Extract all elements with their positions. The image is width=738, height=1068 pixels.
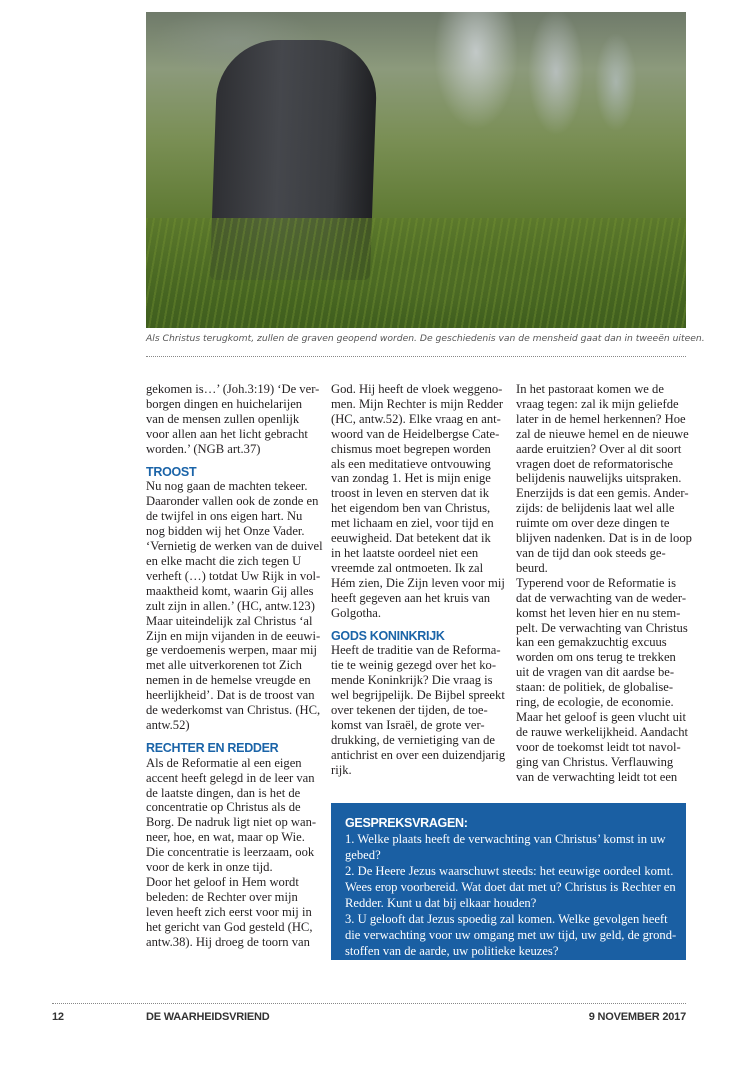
paragraph bbox=[331, 382, 503, 621]
text-line: accent heeft gelegd in de leer van bbox=[146, 770, 315, 785]
text-line: in het laatste oordeel niet een bbox=[331, 545, 479, 560]
text-line: heerlijkheid’. Dat is de troost van bbox=[146, 688, 315, 703]
text-line: God. Hij heeft de vloek weggeno- bbox=[331, 382, 503, 396]
text-line: Golgotha. bbox=[331, 605, 382, 620]
section-heading: TROOST bbox=[146, 464, 197, 479]
text-line: later in de hemel herkennen? Hoe bbox=[516, 411, 686, 426]
text-line: drukking, de vernietiging van de bbox=[331, 732, 496, 747]
text-line: het eigendom ben van Christus, bbox=[331, 501, 491, 516]
publication-name: DE WAARHEIDSVRIEND bbox=[146, 1011, 270, 1023]
text-line: zijds: de belijdenis laat wel alle bbox=[516, 501, 675, 516]
text-line: Borg. De nadruk ligt niet op wan- bbox=[146, 815, 317, 830]
text-line: vraag tegen: zal ik mijn geliefde bbox=[516, 396, 679, 411]
text-line: dat de verwachting van de weder- bbox=[516, 590, 687, 605]
text-line: Maar uiteindelijk zal Christus ‘al bbox=[146, 613, 313, 628]
text-line: uit de vragen van dit aardse be- bbox=[516, 665, 675, 680]
text-line: neer, hoe, en wat, maar op Wie. bbox=[146, 830, 305, 845]
text-line: komst het leven hier en nu stem- bbox=[516, 605, 681, 620]
question-line: Wees erop voorbereid. Wat doet dat met u? Christus is Rechter en bbox=[345, 880, 676, 894]
text-line: nemen in de hemelse vreugde en bbox=[146, 673, 311, 688]
text-line: belijdenis nauwelijks uitspraken. bbox=[516, 471, 682, 486]
text-line: ruimte om over deze dingen te bbox=[516, 516, 670, 531]
text-line: worden.’ (NGB art.37) bbox=[146, 441, 261, 456]
text-line: van de tijd dan ook steeds ge- bbox=[516, 545, 666, 560]
question-line: gebed? bbox=[345, 848, 381, 862]
text-line: van zondag 1. Het is mijn enige bbox=[331, 471, 491, 486]
text-line: woord van de Heidelbergse Cate- bbox=[331, 426, 500, 441]
text-line: nog bidden wij het Onze Vader. bbox=[146, 524, 305, 539]
text-line: ge verdoemenis werpen, maar mij bbox=[146, 643, 317, 658]
text-line: voor de kerk in onze tijd. bbox=[146, 860, 273, 875]
text-line: het gericht van God gesteld (HC, bbox=[146, 919, 313, 934]
text-line: (HC, antw.52). Elke vraag en ant- bbox=[331, 411, 501, 426]
text-line: van de mensen zullen openlijk bbox=[146, 411, 300, 426]
text-line: wel begrijpelijk. De Bijbel spreekt bbox=[331, 688, 505, 703]
text-line: en elke macht die zich tegen U bbox=[146, 553, 302, 568]
text-line: met alle uitverkorenen tot Zich bbox=[146, 658, 302, 673]
text-line: In het pastoraat komen we de bbox=[516, 382, 664, 396]
text-line: ring, de ecologie, de economie. bbox=[516, 695, 674, 710]
text-line: Die concentratie is leerzaam, ook bbox=[146, 845, 315, 860]
text-line: Zijn en mijn vijanden in de eeuwi- bbox=[146, 628, 321, 643]
text-line: de twijfel in ons eigen hart. Nu bbox=[146, 509, 303, 524]
photo-caption: Als Christus terugkomt, zullen de graven geopend worden. De geschiedenis van de mensheid gaat dan in tweeën uiteen. bbox=[146, 333, 705, 344]
question-line: stoffen van de aarde, uw politieke keuzes? bbox=[345, 944, 559, 958]
text-line: chismus moet begrepen worden bbox=[331, 441, 491, 456]
text-line: over tekenen der tijden, de toe- bbox=[331, 703, 488, 718]
issue-date: 9 NOVEMBER 2017 bbox=[588, 1011, 686, 1023]
paragraph bbox=[331, 643, 506, 777]
paragraph-gap bbox=[146, 733, 318, 741]
paragraph-gap bbox=[331, 621, 503, 629]
text-line: antw.38). Hij droeg de toorn van bbox=[146, 934, 310, 949]
text-line: van de verwachting leidt tot een bbox=[516, 769, 678, 784]
text-line: tie te weinig gezegd over het ko- bbox=[331, 658, 497, 673]
text-line: ging van Christus. Verflauwing bbox=[516, 754, 674, 769]
text-line: als een meditatieve ontvouwing bbox=[331, 456, 491, 471]
text-line: Daaronder vallen ook de zonde en bbox=[146, 494, 319, 509]
text-line: concentratie op Christus als de bbox=[146, 800, 301, 815]
text-line: met lichaam en ziel, voor tijd en bbox=[331, 516, 494, 531]
question-line: Redder. Kunt u dat bij elkaar houden? bbox=[345, 896, 537, 910]
text-line: heeft gegeven aan het kruis van bbox=[331, 590, 491, 605]
text-line: blijven nadenken. Dat is in de loop bbox=[516, 531, 692, 546]
text-line: zult zijn in allen.’ (HC, antw.123) bbox=[146, 598, 315, 613]
text-line: men. Mijn Rechter is mijn Redder bbox=[331, 396, 504, 411]
article-column-3 bbox=[516, 382, 692, 784]
text-line: Hém zien, Die Zijn leven voor mij bbox=[331, 575, 505, 590]
text-line: Typerend voor de Reformatie is bbox=[516, 575, 676, 590]
text-line: beleden: de Rechter over mijn bbox=[146, 889, 298, 904]
questions-title: GESPREKSVRAGEN: bbox=[345, 816, 468, 830]
text-line: Als de Reformatie al een eigen bbox=[146, 755, 302, 770]
discussion-questions-box bbox=[331, 803, 686, 960]
text-line: ‘Vernietig de werken van de duivel bbox=[146, 539, 323, 554]
text-line: pelt. De verwachting van Christus bbox=[516, 620, 688, 635]
text-line: verheft (…) totdat Uw Rijk in vol- bbox=[146, 568, 321, 583]
footer-divider bbox=[52, 1003, 686, 1004]
text-line: aarde eruitzien? Over al dit soort bbox=[516, 441, 682, 456]
text-line: voor de toekomst leidt tot navol- bbox=[516, 739, 681, 754]
text-line: worden om ons terug te trekken bbox=[516, 650, 676, 665]
text-line: antw.52) bbox=[146, 717, 190, 732]
cemetery-photo bbox=[146, 12, 686, 328]
text-line: leven heeft zich eerst voor mij in bbox=[146, 904, 312, 919]
text-line: voor allen aan het licht gebracht bbox=[146, 426, 308, 441]
article-column-2 bbox=[331, 382, 506, 778]
text-line: Nu nog gaan de machten tekeer. bbox=[146, 479, 308, 494]
text-line: Door het geloof in Hem wordt bbox=[146, 875, 299, 889]
text-line: Heeft de traditie van de Reforma- bbox=[331, 643, 501, 658]
paragraph bbox=[146, 479, 323, 732]
text-line: beurd. bbox=[516, 560, 548, 575]
paragraph bbox=[516, 382, 692, 784]
question-line: die verwachting voor uw omgang met uw tijd, uw geld, de grond- bbox=[345, 928, 677, 942]
text-line: zal de nieuwe hemel en de nieuwe bbox=[516, 426, 689, 441]
text-line: kan een gemakzuchtig excuus bbox=[516, 635, 667, 650]
text-line: gekomen is…’ (Joh.3:19) ‘De ver- bbox=[146, 382, 320, 396]
text-line: mende Koninkrijk? Die vraag is bbox=[331, 673, 493, 688]
text-line: maaktheid komt, waarin Gij alles bbox=[146, 583, 314, 598]
paragraph-gap bbox=[146, 457, 318, 465]
page-number: 12 bbox=[52, 1011, 64, 1023]
text-line: de laatste dingen, dan is het de bbox=[146, 785, 301, 800]
text-line: staan: de politiek, de globalise- bbox=[516, 680, 674, 695]
grass bbox=[146, 218, 686, 328]
text-line: rijk. bbox=[331, 762, 352, 777]
paragraph bbox=[146, 756, 318, 950]
section-heading: GODS KONINKRIJK bbox=[331, 628, 445, 643]
text-line: Enerzijds is dat een gemis. Ander- bbox=[516, 486, 689, 501]
divider bbox=[146, 356, 686, 357]
text-line: de rauwe werkelijkheid. Aandacht bbox=[516, 724, 689, 739]
text-line: vragen doet de reformatorische bbox=[516, 456, 673, 471]
paragraph bbox=[146, 382, 318, 457]
text-line: eeuwigheid. Dat betekent dat ik bbox=[331, 531, 491, 546]
text-line: troost in leven en sterven dat ik bbox=[331, 486, 490, 501]
text-line: antichrist en over een duizendjarig bbox=[331, 747, 506, 762]
section-heading: RECHTER EN REDDER bbox=[146, 740, 279, 755]
article-column-1 bbox=[146, 382, 323, 950]
text-line: komst van Israël, de grote ver- bbox=[331, 717, 485, 732]
question-line: 1. Welke plaats heeft de verwachting van Christus’ komst in uw bbox=[345, 832, 666, 846]
text-line: borgen dingen en huichelarijen bbox=[146, 396, 303, 411]
text-line: Maar het geloof is geen vlucht uit bbox=[516, 709, 686, 724]
text-line: vreemde zal ontmoeten. Ik zal bbox=[331, 560, 484, 575]
question-line: 2. De Heere Jezus waarschuwt steeds: het eeuwige oordeel komt. bbox=[345, 864, 674, 878]
question-line: 3. U gelooft dat Jezus spoedig zal komen. Welke gevolgen heeft bbox=[345, 912, 668, 926]
text-line: de wederkomst van Christus. (HC, bbox=[146, 703, 321, 718]
